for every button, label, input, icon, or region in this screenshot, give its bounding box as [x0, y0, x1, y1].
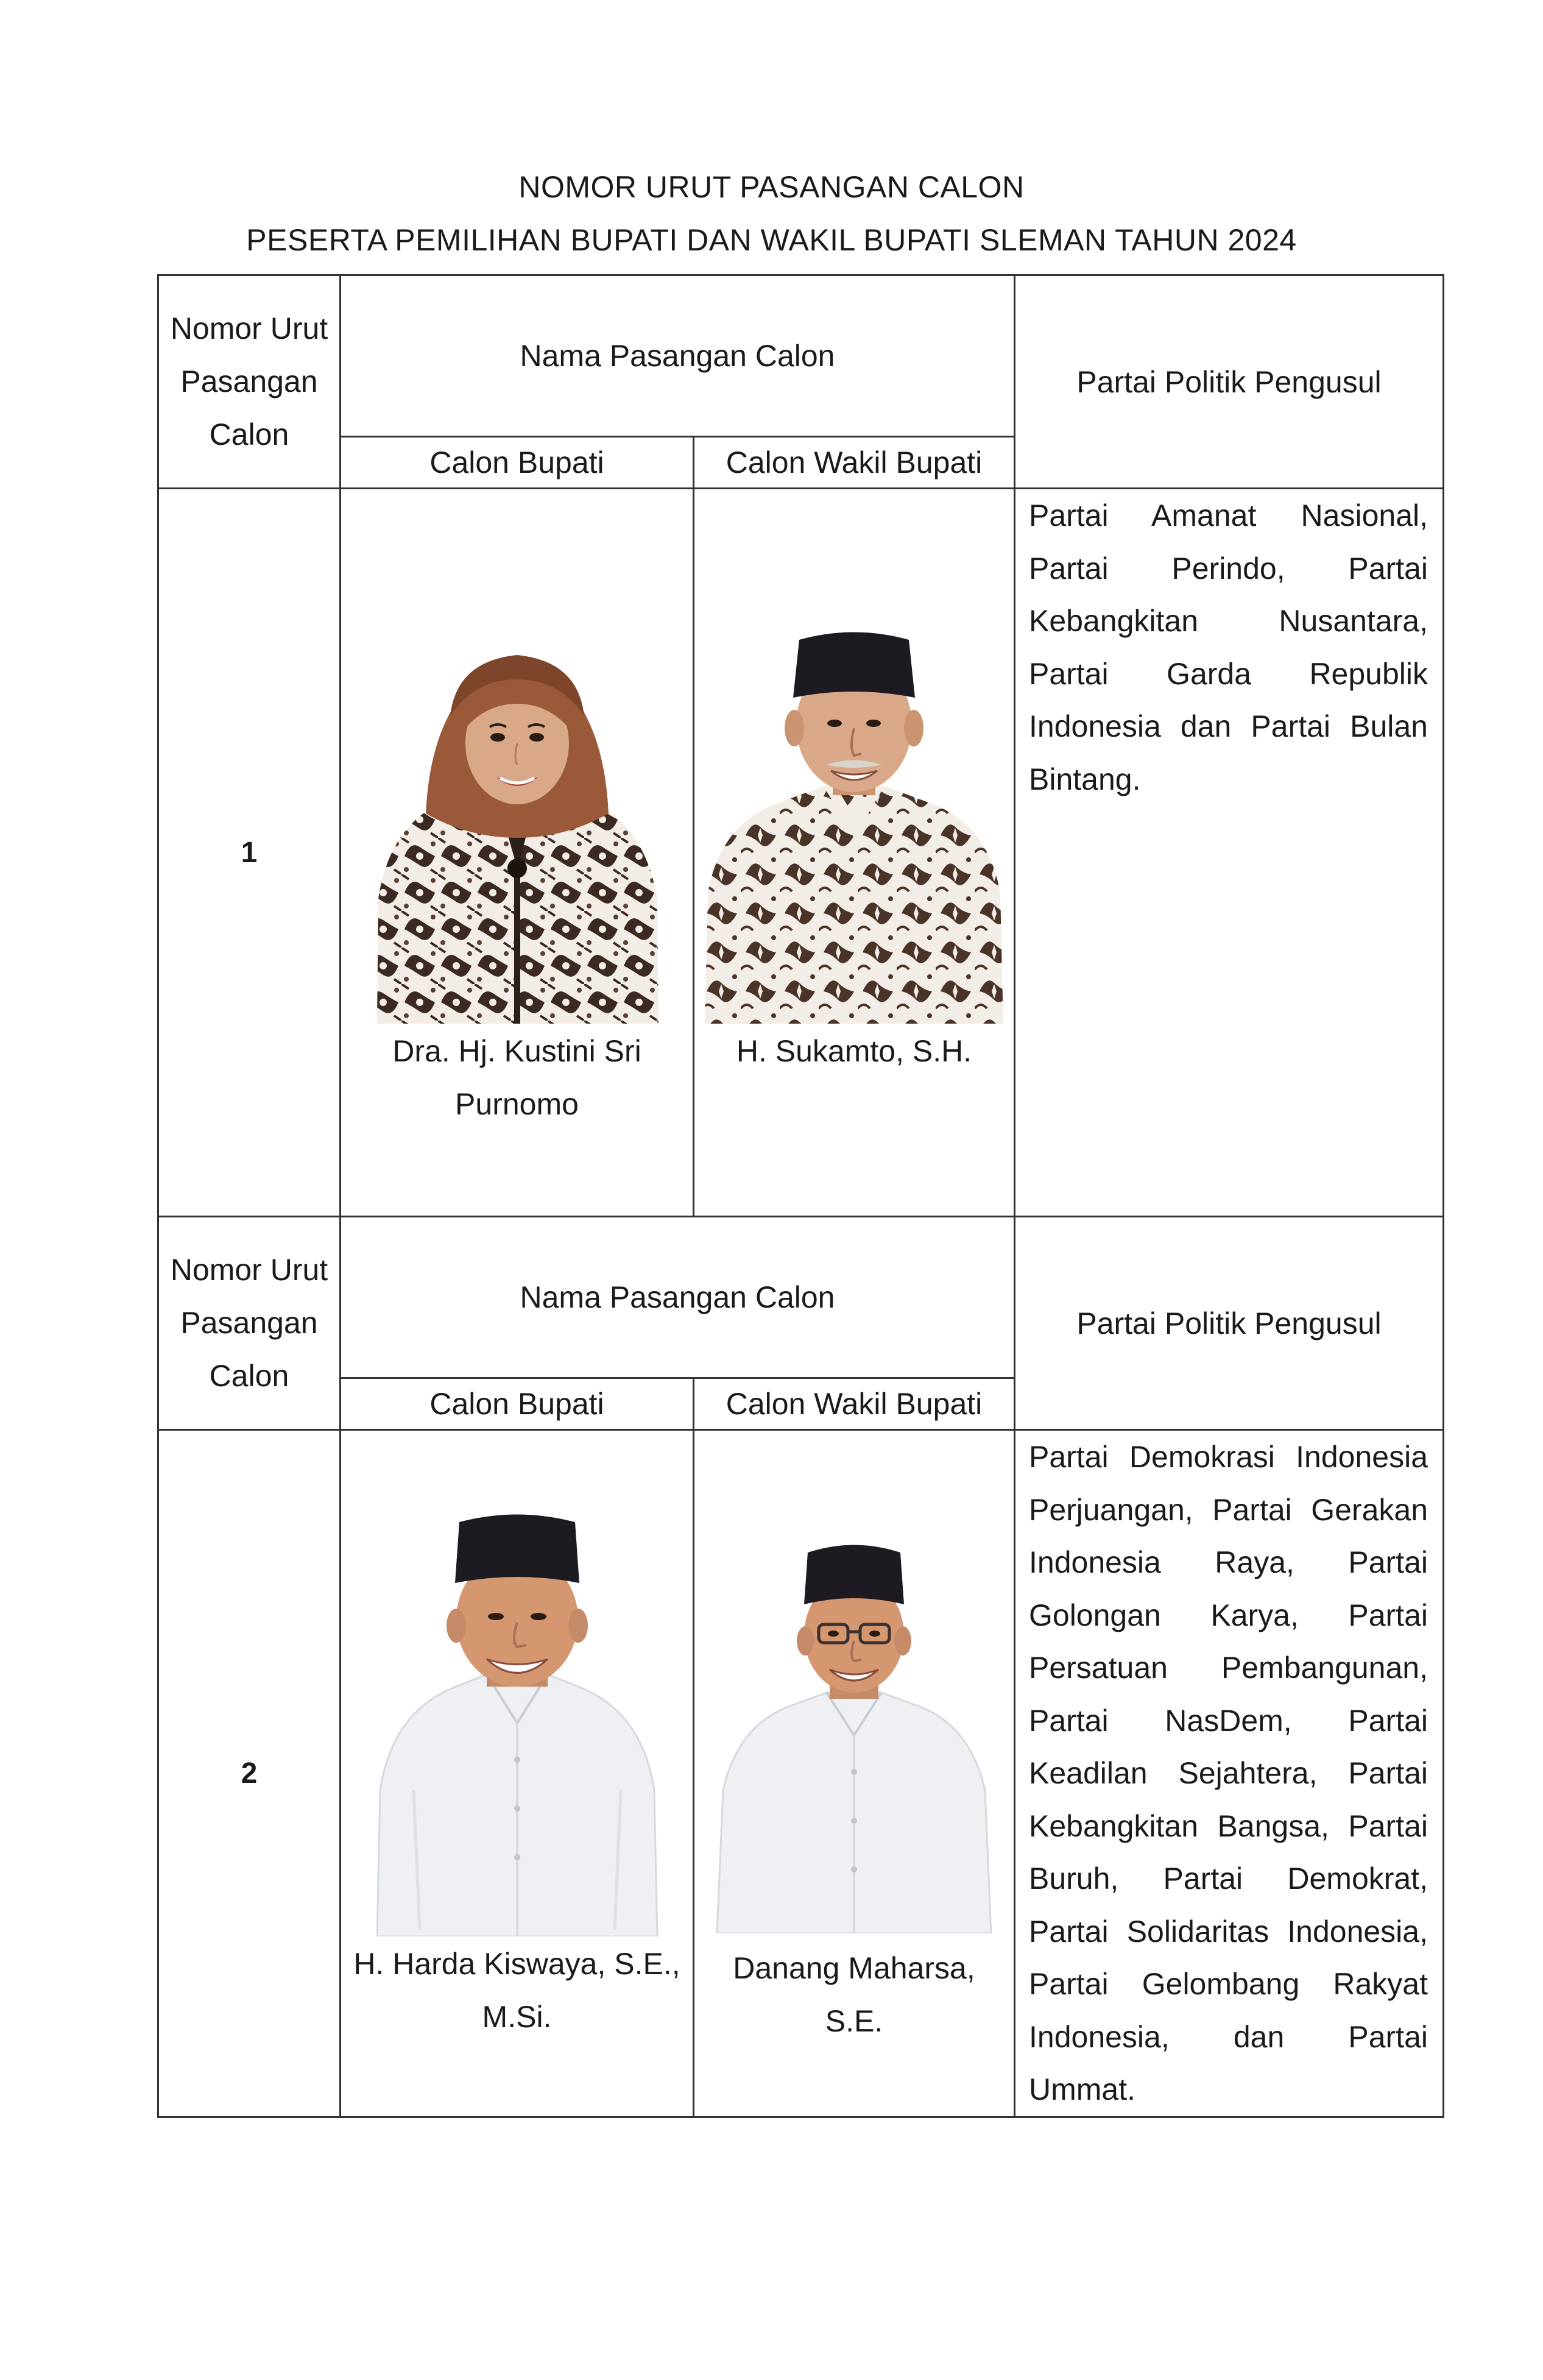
candidate-2-bupati-photo — [365, 1504, 669, 1936]
document-title-line1: NOMOR URUT PASANGAN CALON — [518, 170, 1025, 204]
candidate-row-2 — [158, 1430, 1444, 2117]
candidate-1-bupati-name: Dra. Hj. Kustini Sri Purnomo — [392, 1034, 641, 1121]
header-partai-pengusul-2: Partai Politik Pengusul — [1015, 1217, 1444, 1430]
header-row-1a — [158, 275, 1444, 437]
header-nomor-urut: Nomor Urut Pasangan Calon — [158, 275, 341, 489]
candidate-1-bupati-photo — [365, 582, 669, 1024]
header-calon-wakil-bupati: Calon Wakil Bupati — [694, 437, 1015, 489]
header-nama-pasangan-2: Nama Pasangan Calon — [341, 1217, 1015, 1378]
header-partai-pengusul: Partai Politik Pengusul — [1015, 275, 1444, 489]
candidate-1-wakil-name: H. Sukamto, S.H. — [736, 1034, 972, 1068]
header-nama-pasangan: Nama Pasangan Calon — [341, 275, 1015, 437]
header-calon-bupati-2: Calon Bupati — [341, 1378, 694, 1430]
candidate-1-wakil-cell — [694, 489, 1015, 1217]
header-nomor-urut-2: Nomor Urut Pasangan Calon — [158, 1217, 341, 1430]
candidate-1-wakil-photo — [702, 582, 1006, 1024]
header-calon-wakil-bupati-2: Calon Wakil Bupati — [694, 1378, 1015, 1430]
candidate-2-bupati-name: H. Harda Kiswaya, S.E., M.Si. — [353, 1947, 680, 2034]
candidate-row-1 — [158, 489, 1444, 1217]
candidate-2-wakil-name: Danang Maharsa, S.E. — [733, 1951, 975, 2038]
candidate-2-bupati-cell — [341, 1430, 694, 2117]
header-row-2a — [158, 1217, 1444, 1378]
candidate-1-parties: Partai Amanat Nasional, Partai Perindo, Partai Kebangkitan Nusantara, Partai Garda Republik Indonesia dan Partai Bulan Bintang. — [1015, 489, 1444, 1217]
candidate-2-wakil-photo — [714, 1528, 994, 1933]
header-calon-bupati: Calon Bupati — [341, 437, 694, 489]
candidate-number-1: 1 — [158, 489, 341, 1217]
candidate-2-wakil-cell — [694, 1430, 1015, 2117]
candidate-number-2: 2 — [158, 1430, 341, 2117]
document-title-line2: PESERTA PEMILIHAN BUPATI DAN WAKIL BUPATI SLEMAN TAHUN 2024 — [246, 223, 1297, 257]
candidate-2-parties: Partai Demokrasi Indonesia Perjuangan, Partai Gerakan Indonesia Raya, Partai Golongan Karya, Partai Persatuan Pembangunan, Partai NasDem, Partai Keadilan Sejahtera, Partai Kebangkitan Bangsa, Partai Buruh, Partai Demokrat, Partai Solidaritas Indonesia, Partai Gelombang Rakyat Indonesia, dan Partai Ummat. — [1015, 1430, 1444, 2117]
candidate-1-bupati-cell — [341, 489, 694, 1217]
candidate-table — [157, 274, 1444, 2118]
